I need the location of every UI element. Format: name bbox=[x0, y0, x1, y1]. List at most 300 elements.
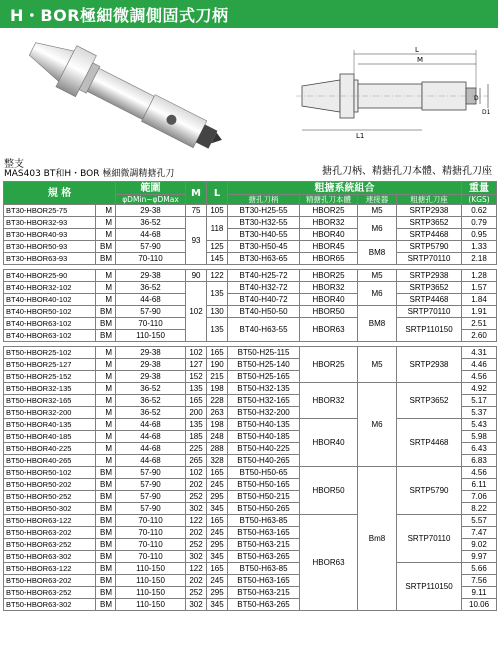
cell-suffix: M bbox=[96, 419, 116, 431]
cell-range: 44-68 bbox=[116, 294, 186, 306]
cell-l: 135 bbox=[207, 282, 228, 306]
cell-suffix: BM bbox=[96, 599, 116, 611]
cell-l: 165 bbox=[207, 467, 228, 479]
cell-model: BT50-HBOR25-127 bbox=[4, 359, 96, 371]
cell-weight: 9.02 bbox=[462, 539, 497, 551]
cell-m: 185 bbox=[186, 431, 207, 443]
cell-weight: 5.66 bbox=[462, 563, 497, 575]
cell-weight: 1.84 bbox=[462, 294, 497, 306]
cell-suffix: M bbox=[96, 217, 116, 229]
cell-holder: BT40-H63-55 bbox=[228, 318, 300, 342]
cell-range: 70-110 bbox=[116, 515, 186, 527]
cell-l: 145 bbox=[207, 253, 228, 265]
cell-l: 345 bbox=[207, 599, 228, 611]
cell-holder: BT50-H50-215 bbox=[228, 491, 300, 503]
table-row bbox=[4, 563, 497, 575]
cell-model: BT30-HBOR32-93 bbox=[4, 217, 96, 229]
cell-model: BT50-HBOR40-135 bbox=[4, 419, 96, 431]
cell-weight: 7.06 bbox=[462, 491, 497, 503]
cell-body: HBOR50 bbox=[300, 306, 358, 318]
cell-body: HBOR40 bbox=[300, 419, 358, 467]
cell-seat: SRTP3652 bbox=[397, 282, 462, 294]
cell-weight: 9.11 bbox=[462, 587, 497, 599]
col-m: M bbox=[186, 182, 207, 205]
cell-weight: 9.97 bbox=[462, 551, 497, 563]
cell-seat: SRTP5790 bbox=[397, 467, 462, 515]
cell-seat: SRTP70110 bbox=[397, 253, 462, 265]
cell-seat: SRTP5790 bbox=[397, 241, 462, 253]
col-range: 範圍 bbox=[116, 182, 186, 195]
table-row bbox=[4, 253, 497, 265]
cell-m: 152 bbox=[186, 371, 207, 383]
cell-l: 130 bbox=[207, 306, 228, 318]
standard-label: MAS403 BT和H・BOR 極細微調精搪孔刀 bbox=[4, 169, 175, 179]
col-kgs: (KGS) bbox=[462, 195, 497, 205]
cell-weight: 6.43 bbox=[462, 443, 497, 455]
cell-m: 102 bbox=[186, 282, 207, 342]
cell-holder: BT50-H40-135 bbox=[228, 419, 300, 431]
cell-l: 345 bbox=[207, 551, 228, 563]
cell-range: 70-110 bbox=[116, 551, 186, 563]
cell-body: HBOR65 bbox=[300, 253, 358, 265]
cell-body: HBOR40 bbox=[300, 294, 358, 306]
cell-range: 57-90 bbox=[116, 241, 186, 253]
cell-model: BT40-HBOR50-102 bbox=[4, 306, 96, 318]
cell-holder: BT30-H40-55 bbox=[228, 229, 300, 241]
cell-seat: SRTP110150 bbox=[397, 318, 462, 342]
cell-suffix: M bbox=[96, 282, 116, 294]
dim-D: D bbox=[474, 95, 479, 102]
cell-holder: BT50-H63-165 bbox=[228, 527, 300, 539]
cell-seat: SRTP3652 bbox=[397, 383, 462, 419]
cell-weight: 7.56 bbox=[462, 575, 497, 587]
cell-weight: 7.47 bbox=[462, 527, 497, 539]
cell-l: 190 bbox=[207, 359, 228, 371]
cell-holder: BT50-H32-165 bbox=[228, 395, 300, 407]
cell-l: 245 bbox=[207, 479, 228, 491]
cell-suffix: BM bbox=[96, 515, 116, 527]
cell-range: 70-110 bbox=[116, 318, 186, 330]
cell-weight: 4.92 bbox=[462, 383, 497, 395]
cell-holder: BT30-H25-55 bbox=[228, 205, 300, 217]
cell-weight: 6.83 bbox=[462, 455, 497, 467]
cell-model: BT50-HBOR63-122 bbox=[4, 563, 96, 575]
cell-holder: BT50-H63-165 bbox=[228, 575, 300, 587]
cell-weight: 10.06 bbox=[462, 599, 497, 611]
cell-range: 44-68 bbox=[116, 229, 186, 241]
cell-weight: 0.79 bbox=[462, 217, 497, 229]
col-range-sub: φDMin~φDMax bbox=[116, 195, 186, 205]
cell-model: BT50-HBOR25-152 bbox=[4, 371, 96, 383]
cell-model: BT50-HBOR63-122 bbox=[4, 515, 96, 527]
cell-holder: BT50-H32-135 bbox=[228, 383, 300, 395]
cell-holder: BT30-H63-65 bbox=[228, 253, 300, 265]
cell-range: 36-52 bbox=[116, 407, 186, 419]
cell-holder: BT50-H32-200 bbox=[228, 407, 300, 419]
cell-m: 265 bbox=[186, 455, 207, 467]
cell-holder: BT40-H25-72 bbox=[228, 270, 300, 282]
cell-weight: 0.95 bbox=[462, 229, 497, 241]
cell-model: BT30-HBOR63-93 bbox=[4, 253, 96, 265]
cell-range: 36-52 bbox=[116, 217, 186, 229]
table-row bbox=[4, 419, 497, 431]
cell-l: 288 bbox=[207, 443, 228, 455]
cell-suffix: M bbox=[96, 383, 116, 395]
cell-weight: 2.18 bbox=[462, 253, 497, 265]
cell-model: BT50-HBOR32-135 bbox=[4, 383, 96, 395]
cell-l: 263 bbox=[207, 407, 228, 419]
cell-range: 44-68 bbox=[116, 455, 186, 467]
cell-l: 198 bbox=[207, 419, 228, 431]
table-row bbox=[4, 229, 497, 241]
cell-model: BT50-HBOR32-165 bbox=[4, 395, 96, 407]
cell-suffix: M bbox=[96, 395, 116, 407]
cell-model: BT50-HBOR40-185 bbox=[4, 431, 96, 443]
cell-body: HBOR63 bbox=[300, 515, 358, 611]
cell-suffix: BM bbox=[96, 539, 116, 551]
cell-l: 345 bbox=[207, 503, 228, 515]
cell-body: HBOR25 bbox=[300, 347, 358, 383]
cell-model: BT50-HBOR40-225 bbox=[4, 443, 96, 455]
cell-l: 165 bbox=[207, 347, 228, 359]
cell-weight: 1.33 bbox=[462, 241, 497, 253]
cell-l: 105 bbox=[207, 205, 228, 217]
cell-seat: SRTP110150 bbox=[397, 563, 462, 611]
cell-body: HBOR32 bbox=[300, 217, 358, 229]
cell-model: BT50-HBOR32-200 bbox=[4, 407, 96, 419]
cell-holder: BT50-H63-85 bbox=[228, 563, 300, 575]
cell-l: 198 bbox=[207, 383, 228, 395]
cell-model: BT50-HBOR50-102 bbox=[4, 467, 96, 479]
cell-range: 110-150 bbox=[116, 575, 186, 587]
cell-m: 75 bbox=[186, 205, 207, 217]
cell-weight: 5.43 bbox=[462, 419, 497, 431]
cell-holder: BT50-H40-185 bbox=[228, 431, 300, 443]
cell-holder: BT50-H63-215 bbox=[228, 587, 300, 599]
col-holder: 搪孔刀柄 bbox=[228, 195, 300, 205]
cell-weight: 8.22 bbox=[462, 503, 497, 515]
cell-model: BT50-HBOR50-252 bbox=[4, 491, 96, 503]
cell-connector: BM8 bbox=[358, 241, 397, 265]
cell-suffix: M bbox=[96, 455, 116, 467]
package-label: 整支 bbox=[4, 159, 24, 170]
cell-seat: SRTP2938 bbox=[397, 205, 462, 217]
cell-model: BT50-HBOR63-302 bbox=[4, 599, 96, 611]
cell-weight: 4.46 bbox=[462, 359, 497, 371]
cell-body: HBOR32 bbox=[300, 282, 358, 294]
cell-m: 102 bbox=[186, 467, 207, 479]
cell-m: 202 bbox=[186, 527, 207, 539]
cell-m: 252 bbox=[186, 539, 207, 551]
cell-holder: BT40-H50-50 bbox=[228, 306, 300, 318]
cell-holder: BT50-H40-225 bbox=[228, 443, 300, 455]
cell-range: 36-52 bbox=[116, 395, 186, 407]
cell-l: 328 bbox=[207, 455, 228, 467]
cell-suffix: BM bbox=[96, 563, 116, 575]
cell-range: 70-110 bbox=[116, 253, 186, 265]
cell-seat: SRTP2938 bbox=[397, 347, 462, 383]
cell-connector: Bm8 bbox=[358, 467, 397, 611]
dim-M: M bbox=[417, 56, 424, 64]
cell-range: 70-110 bbox=[116, 527, 186, 539]
cell-suffix: BM bbox=[96, 241, 116, 253]
cell-model: BT50-HBOR50-202 bbox=[4, 479, 96, 491]
cell-range: 57-90 bbox=[116, 503, 186, 515]
dim-L1: L1 bbox=[356, 132, 365, 140]
cell-l: 125 bbox=[207, 241, 228, 253]
table-row bbox=[4, 241, 497, 253]
cell-m: 90 bbox=[186, 270, 207, 282]
cell-weight: 4.56 bbox=[462, 467, 497, 479]
cell-weight: 5.57 bbox=[462, 515, 497, 527]
cell-suffix: M bbox=[96, 294, 116, 306]
cell-holder: BT40-H32-72 bbox=[228, 282, 300, 294]
cell-connector: BM8 bbox=[358, 306, 397, 342]
cell-holder: BT50-H50-65 bbox=[228, 467, 300, 479]
cell-seat: SRTP2938 bbox=[397, 270, 462, 282]
cell-m: 202 bbox=[186, 479, 207, 491]
table-row bbox=[4, 270, 497, 282]
cell-connector: M5 bbox=[358, 205, 397, 217]
table-row bbox=[4, 217, 497, 229]
cell-body: HBOR63 bbox=[300, 318, 358, 342]
dim-L: L bbox=[415, 46, 419, 54]
cell-m: 135 bbox=[186, 383, 207, 395]
cell-holder: BT50-H63-215 bbox=[228, 539, 300, 551]
cell-range: 57-90 bbox=[116, 306, 186, 318]
cell-suffix: BM bbox=[96, 467, 116, 479]
cell-suffix: BM bbox=[96, 306, 116, 318]
cell-weight: 2.60 bbox=[462, 330, 497, 342]
technical-drawing bbox=[292, 40, 492, 152]
cell-model: BT40-HBOR63-102 bbox=[4, 330, 96, 342]
cell-holder: BT50-H50-165 bbox=[228, 479, 300, 491]
cell-seat: SRTP70110 bbox=[397, 306, 462, 318]
cell-suffix: M bbox=[96, 229, 116, 241]
cell-suffix: BM bbox=[96, 479, 116, 491]
cell-weight: 4.56 bbox=[462, 371, 497, 383]
col-body: 精搪孔刀本體 bbox=[300, 195, 358, 205]
table-row bbox=[4, 282, 497, 294]
table-row bbox=[4, 467, 497, 479]
cell-seat: SRTP3652 bbox=[397, 217, 462, 229]
cell-range: 29-38 bbox=[116, 371, 186, 383]
cell-m: 302 bbox=[186, 503, 207, 515]
cell-model: BT50-HBOR63-302 bbox=[4, 551, 96, 563]
cell-m: 93 bbox=[186, 217, 207, 265]
cell-m: 165 bbox=[186, 395, 207, 407]
cell-m: 200 bbox=[186, 407, 207, 419]
cell-m: 127 bbox=[186, 359, 207, 371]
cell-l: 118 bbox=[207, 217, 228, 241]
cell-body: HBOR25 bbox=[300, 270, 358, 282]
table-row bbox=[4, 205, 497, 217]
cell-model: BT50-HBOR40-265 bbox=[4, 455, 96, 467]
cell-suffix: M bbox=[96, 443, 116, 455]
cell-body: HBOR40 bbox=[300, 229, 358, 241]
cell-range: 29-38 bbox=[116, 270, 186, 282]
cell-m: 302 bbox=[186, 599, 207, 611]
cell-l: 295 bbox=[207, 491, 228, 503]
cell-holder: BT50-H25-140 bbox=[228, 359, 300, 371]
cell-model: BT50-HBOR25-102 bbox=[4, 347, 96, 359]
table-row bbox=[4, 347, 497, 359]
cell-suffix: BM bbox=[96, 491, 116, 503]
cell-suffix: BM bbox=[96, 318, 116, 330]
col-connector: 連接器 bbox=[358, 195, 397, 205]
cell-range: 29-38 bbox=[116, 347, 186, 359]
cell-suffix: M bbox=[96, 431, 116, 443]
cell-range: 57-90 bbox=[116, 491, 186, 503]
table-row bbox=[4, 306, 497, 318]
cell-weight: 1.91 bbox=[462, 306, 497, 318]
cell-suffix: M bbox=[96, 407, 116, 419]
cell-m: 252 bbox=[186, 491, 207, 503]
cell-m: 302 bbox=[186, 551, 207, 563]
cell-suffix: BM bbox=[96, 503, 116, 515]
cell-suffix: BM bbox=[96, 551, 116, 563]
cell-body: HBOR25 bbox=[300, 205, 358, 217]
components-label: 搪孔刀柄、精搪孔刀本體、精搪孔刀座 bbox=[322, 166, 492, 177]
table-row bbox=[4, 294, 497, 306]
cell-weight: 0.62 bbox=[462, 205, 497, 217]
cell-l: 248 bbox=[207, 431, 228, 443]
cell-seat: SRTP4468 bbox=[397, 229, 462, 241]
cell-suffix: M bbox=[96, 359, 116, 371]
cell-holder: BT40-H40-72 bbox=[228, 294, 300, 306]
cell-l: 165 bbox=[207, 563, 228, 575]
cell-weight: 5.98 bbox=[462, 431, 497, 443]
col-weight: 重量 bbox=[462, 182, 497, 195]
cell-range: 36-52 bbox=[116, 383, 186, 395]
cell-weight: 6.11 bbox=[462, 479, 497, 491]
cell-l: 295 bbox=[207, 539, 228, 551]
cell-model: BT30-HBOR50-93 bbox=[4, 241, 96, 253]
cell-connector: M5 bbox=[358, 347, 397, 383]
cell-model: BT30-HBOR40-93 bbox=[4, 229, 96, 241]
col-spec: 規 格 bbox=[4, 182, 116, 205]
cell-holder: BT50-H50-265 bbox=[228, 503, 300, 515]
cell-weight: 5.17 bbox=[462, 395, 497, 407]
dim-D1: D1 bbox=[482, 109, 491, 116]
cell-suffix: BM bbox=[96, 575, 116, 587]
cell-range: 110-150 bbox=[116, 563, 186, 575]
cell-connector: M6 bbox=[358, 282, 397, 306]
cell-m: 252 bbox=[186, 587, 207, 599]
cell-holder: BT50-H63-265 bbox=[228, 551, 300, 563]
cell-seat: SRTP4468 bbox=[397, 419, 462, 467]
cell-suffix: BM bbox=[96, 253, 116, 265]
cell-suffix: M bbox=[96, 205, 116, 217]
table-row bbox=[4, 383, 497, 395]
cell-range: 110-150 bbox=[116, 587, 186, 599]
cell-suffix: BM bbox=[96, 527, 116, 539]
page-title: H・BOR極細微調側固式刀柄 bbox=[10, 6, 229, 25]
cell-l: 122 bbox=[207, 270, 228, 282]
col-combo: 粗搪系統組合 bbox=[228, 182, 462, 195]
cell-model: BT40-HBOR32-102 bbox=[4, 282, 96, 294]
cell-range: 44-68 bbox=[116, 443, 186, 455]
cell-connector: M5 bbox=[358, 270, 397, 282]
cell-model: BT40-HBOR63-102 bbox=[4, 318, 96, 330]
cell-range: 57-90 bbox=[116, 479, 186, 491]
cell-range: 44-68 bbox=[116, 431, 186, 443]
cell-suffix: M bbox=[96, 347, 116, 359]
cell-seat: SRTP4468 bbox=[397, 294, 462, 306]
cell-weight: 2.51 bbox=[462, 318, 497, 330]
cell-range: 29-38 bbox=[116, 359, 186, 371]
cell-model: BT40-HBOR40-102 bbox=[4, 294, 96, 306]
cell-l: 295 bbox=[207, 587, 228, 599]
cell-model: BT50-HBOR63-252 bbox=[4, 539, 96, 551]
cell-suffix: M bbox=[96, 371, 116, 383]
cell-holder: BT30-H50-45 bbox=[228, 241, 300, 253]
cell-weight: 4.31 bbox=[462, 347, 497, 359]
tool-holder-photo bbox=[18, 42, 230, 152]
cell-weight: 5.37 bbox=[462, 407, 497, 419]
cell-range: 36-52 bbox=[116, 282, 186, 294]
cell-weight: 1.28 bbox=[462, 270, 497, 282]
cell-weight: 1.57 bbox=[462, 282, 497, 294]
table-row bbox=[4, 515, 497, 527]
col-l: L bbox=[207, 182, 228, 205]
cell-body: HBOR50 bbox=[300, 467, 358, 515]
spec-table bbox=[3, 181, 497, 611]
cell-m: 122 bbox=[186, 515, 207, 527]
cell-connector: M6 bbox=[358, 217, 397, 241]
cell-range: 29-38 bbox=[116, 205, 186, 217]
cell-model: BT40-HBOR25-90 bbox=[4, 270, 96, 282]
cell-range: 70-110 bbox=[116, 539, 186, 551]
cell-l: 245 bbox=[207, 527, 228, 539]
cell-l: 165 bbox=[207, 515, 228, 527]
cell-l: 228 bbox=[207, 395, 228, 407]
cell-range: 110-150 bbox=[116, 330, 186, 342]
cell-holder: BT50-H25-165 bbox=[228, 371, 300, 383]
cell-holder: BT50-H63-85 bbox=[228, 515, 300, 527]
cell-model: BT50-HBOR50-302 bbox=[4, 503, 96, 515]
cell-m: 102 bbox=[186, 347, 207, 359]
spec-table-body bbox=[4, 205, 497, 611]
cell-l: 245 bbox=[207, 575, 228, 587]
cell-body: HBOR32 bbox=[300, 383, 358, 419]
cell-range: 44-68 bbox=[116, 419, 186, 431]
cell-suffix: M bbox=[96, 270, 116, 282]
cell-suffix: BM bbox=[96, 330, 116, 342]
cell-seat: SRTP70110 bbox=[397, 515, 462, 563]
cell-body: HBOR45 bbox=[300, 241, 358, 253]
cell-holder: BT50-H25-115 bbox=[228, 347, 300, 359]
cell-l: 135 bbox=[207, 318, 228, 342]
cell-range: 110-150 bbox=[116, 599, 186, 611]
cell-m: 225 bbox=[186, 443, 207, 455]
title-bar bbox=[0, 0, 498, 28]
cell-holder: BT50-H40-265 bbox=[228, 455, 300, 467]
cell-m: 202 bbox=[186, 575, 207, 587]
cell-model: BT50-HBOR63-202 bbox=[4, 527, 96, 539]
cell-m: 122 bbox=[186, 563, 207, 575]
cell-l: 215 bbox=[207, 371, 228, 383]
col-seat: 粗搪孔刀座 bbox=[397, 195, 462, 205]
cell-holder: BT30-H32-55 bbox=[228, 217, 300, 229]
cell-connector: M6 bbox=[358, 383, 397, 467]
cell-model: BT30-HBOR25-75 bbox=[4, 205, 96, 217]
cell-suffix: BM bbox=[96, 587, 116, 599]
cell-model: BT50-HBOR63-252 bbox=[4, 587, 96, 599]
table-row bbox=[4, 318, 497, 330]
cell-model: BT50-HBOR63-202 bbox=[4, 575, 96, 587]
cell-m: 135 bbox=[186, 419, 207, 431]
